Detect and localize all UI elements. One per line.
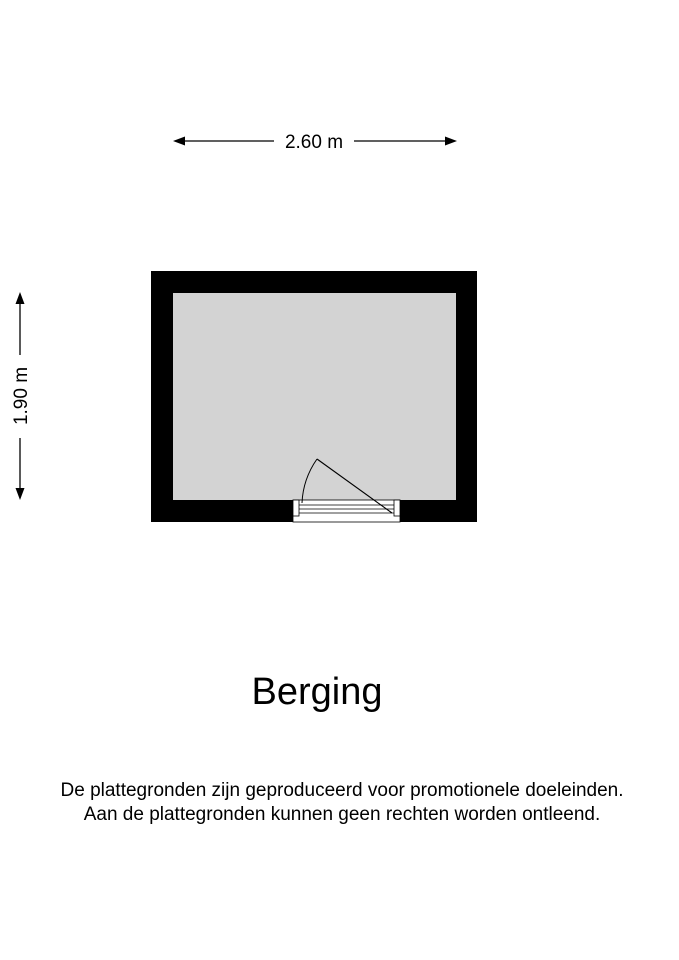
room-walls [151, 271, 477, 522]
width-dimension [173, 132, 457, 153]
width-arrow-right-icon [445, 137, 457, 146]
width-dimension-label: 2.60 m [284, 132, 344, 153]
height-arrow-top-icon [16, 292, 25, 304]
height-arrow-bottom-icon [16, 488, 25, 500]
disclaimer-line-1: De plattegronden zijn geproduceerd voor promotionele doeleinden. [60, 780, 624, 801]
height-dimension [11, 292, 32, 500]
door-jamb-right [394, 500, 400, 516]
room-title: Berging [251, 671, 383, 713]
room-floor [173, 293, 456, 500]
disclaimer-text [0, 779, 679, 827]
door-jamb-left [293, 500, 299, 516]
door-threshold [293, 500, 400, 522]
disclaimer-line-2: Aan de plattegronden kunnen geen rechten worden ontleend. [83, 804, 601, 825]
height-dimension-label: 1.90 m [11, 366, 32, 426]
width-arrow-left-icon [173, 137, 185, 146]
